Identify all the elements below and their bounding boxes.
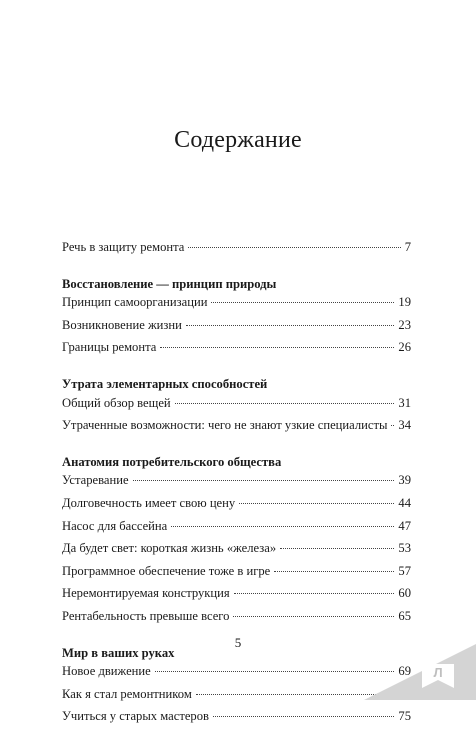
dot-leader [391, 425, 394, 426]
toc-entry-title: Рентабельность превыше всего [62, 608, 230, 623]
toc-entry-page: 23 [398, 317, 411, 332]
toc-entry-title: Утраченные возможности: чего не знают узкие специалисты [62, 418, 388, 433]
toc-entry-title: Неремонтируемая конструкция [62, 586, 230, 601]
toc-section-heading: Восстановление — принцип природы [62, 276, 277, 291]
toc-entry-title: Учиться у старых мастеров [62, 709, 209, 724]
toc-entry [62, 586, 411, 609]
toc-entry [62, 473, 411, 496]
toc-entry-intro [62, 240, 411, 263]
toc-entry [62, 396, 411, 419]
dot-leader [171, 526, 394, 527]
toc-section-heading: Утрата элементарных способностей [62, 376, 268, 391]
toc-entry-page: 65 [398, 608, 411, 623]
dot-leader [186, 325, 395, 326]
toc-entry-title: Устаревание [62, 473, 129, 488]
toc-entry-title: Долговечность имеет свою цену [62, 495, 236, 510]
toc-entry-title: Общий обзор вещей [62, 395, 171, 410]
toc-entry-title: Как я стал ремонтником [62, 686, 192, 701]
toc-entry-page: 44 [398, 495, 411, 510]
toc-entry [62, 295, 411, 318]
dot-leader [188, 247, 400, 248]
toc-entry-title: Да будет свет: короткая жизнь «железа» [62, 541, 277, 556]
toc-entry-page: 31 [398, 395, 411, 410]
toc-entry-page: 26 [398, 340, 411, 355]
toc-entry-page: 34 [398, 418, 411, 433]
logo-band [364, 644, 476, 700]
toc-entry-page: 57 [398, 563, 411, 578]
page-title: Содержание [174, 127, 302, 153]
toc-entry-page: 7 [404, 240, 411, 254]
dot-leader [133, 480, 395, 481]
dot-leader [234, 593, 395, 594]
toc-entry-title: Новое движение [62, 664, 151, 679]
logo-letter: Л [433, 665, 443, 680]
toc-entry-page: 39 [398, 473, 411, 488]
dot-leader [233, 616, 394, 617]
dot-leader [211, 302, 394, 303]
toc-entry [62, 609, 411, 632]
toc-section-heading: Мир в ваших руках [62, 645, 175, 660]
toc-entry [62, 564, 411, 587]
dot-leader [280, 548, 394, 549]
toc-entry [62, 418, 411, 441]
dot-leader [274, 571, 394, 572]
toc-entry [62, 709, 411, 732]
toc-entry-title: Программное обеспечение тоже в игре [62, 563, 271, 578]
toc-entry-title: Возникновение жизни [62, 317, 182, 332]
toc-entry-page: 75 [398, 709, 411, 724]
page-number: 5 [234, 635, 242, 650]
dot-leader [160, 347, 394, 348]
toc-entry-page: 69 [398, 664, 411, 679]
toc-entry-page: 19 [398, 295, 411, 310]
toc-entry-page: 60 [398, 586, 411, 601]
toc-entry-title: Речь в защиту ремонта [62, 240, 185, 254]
toc-entry-page: 53 [398, 541, 411, 556]
toc-entry [62, 318, 411, 341]
toc-entry-title: Насос для бассейна [62, 518, 168, 533]
toc-entry-page: 47 [398, 518, 411, 533]
dot-leader [239, 503, 394, 504]
dot-leader [175, 403, 395, 404]
toc-entry [62, 519, 411, 542]
bookmark-l-icon [334, 644, 476, 700]
toc-entry-title: Границы ремонта [62, 340, 157, 355]
toc-entry [62, 541, 411, 564]
dot-leader [213, 716, 394, 717]
toc-entry [62, 340, 411, 363]
toc-section-heading: Анатомия потребительского общества [62, 454, 282, 469]
toc-entry [62, 496, 411, 519]
toc-entry-title: Принцип самоорганизации [62, 295, 208, 310]
